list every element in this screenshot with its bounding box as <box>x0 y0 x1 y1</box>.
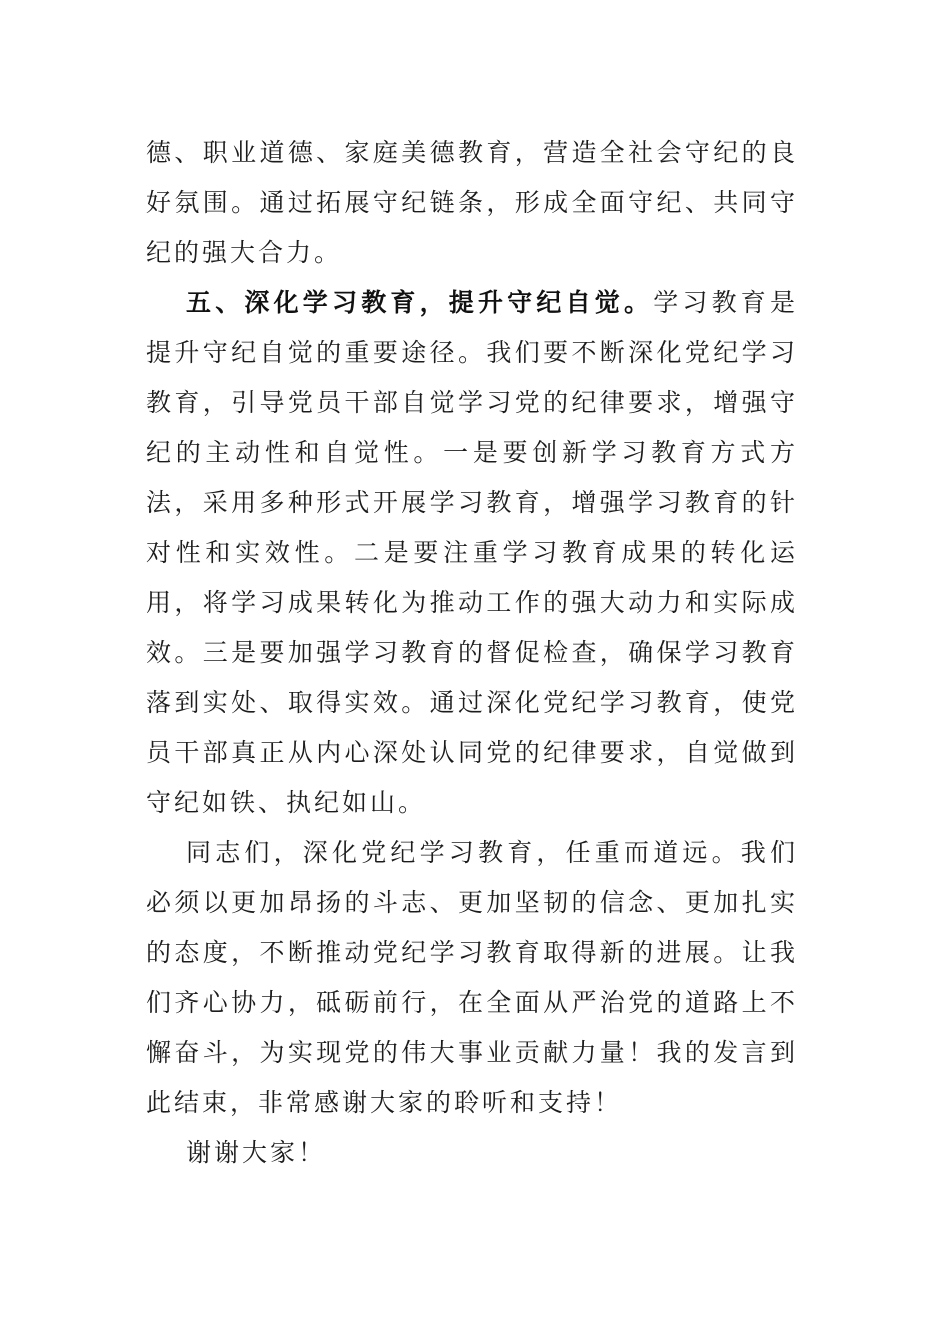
paragraph-text: 同志们，深化党纪学习教育，任重而道远。我们必须以更加昂扬的斗志、更加坚韧的信念、更加扎实的态度，不断推动党纪学习教育取得新的进展。让我们齐心协力，砥砺前行，在全面从严治党的道路上不懈奋斗，为实现党的伟大事业贡献力量！我的发言到此结束，非常感谢大家的聆听和支持！ <box>146 838 798 1117</box>
paragraph-text: 谢谢大家！ <box>186 1138 327 1167</box>
paragraph-continuation <box>146 128 798 278</box>
paragraph-thanks <box>146 1128 798 1178</box>
paragraph-text: 德、职业道德、家庭美德教育，营造全社会守纪的良好氛围。通过拓展守纪链条，形成全面守纪、共同守纪的强大合力。 <box>146 138 798 267</box>
paragraph-closing <box>146 828 798 1128</box>
paragraph-text: 学习教育是提升守纪自觉的重要途径。我们要不断深化党纪学习教育，引导党员干部自觉学习党的纪律要求，增强守纪的主动性和自觉性。一是要创新学习教育方式方法，采用多种形式开展学习教育，增强学习教育的针对性和实效性。二是要注重学习教育成果的转化运用，将学习成果转化为推动工作的强大动力和实际成效。三是要加强学习教育的督促检查，确保学习教育落到实处、取得实效。通过深化党纪学习教育，使党员干部真正从内心深处认同党的纪律要求，自觉做到守纪如铁、执纪如山。 <box>146 288 798 817</box>
section-heading: 五、深化学习教育，提升守纪自觉。 <box>186 288 654 317</box>
paragraph-section-five <box>146 278 798 828</box>
document-body <box>146 128 798 1178</box>
